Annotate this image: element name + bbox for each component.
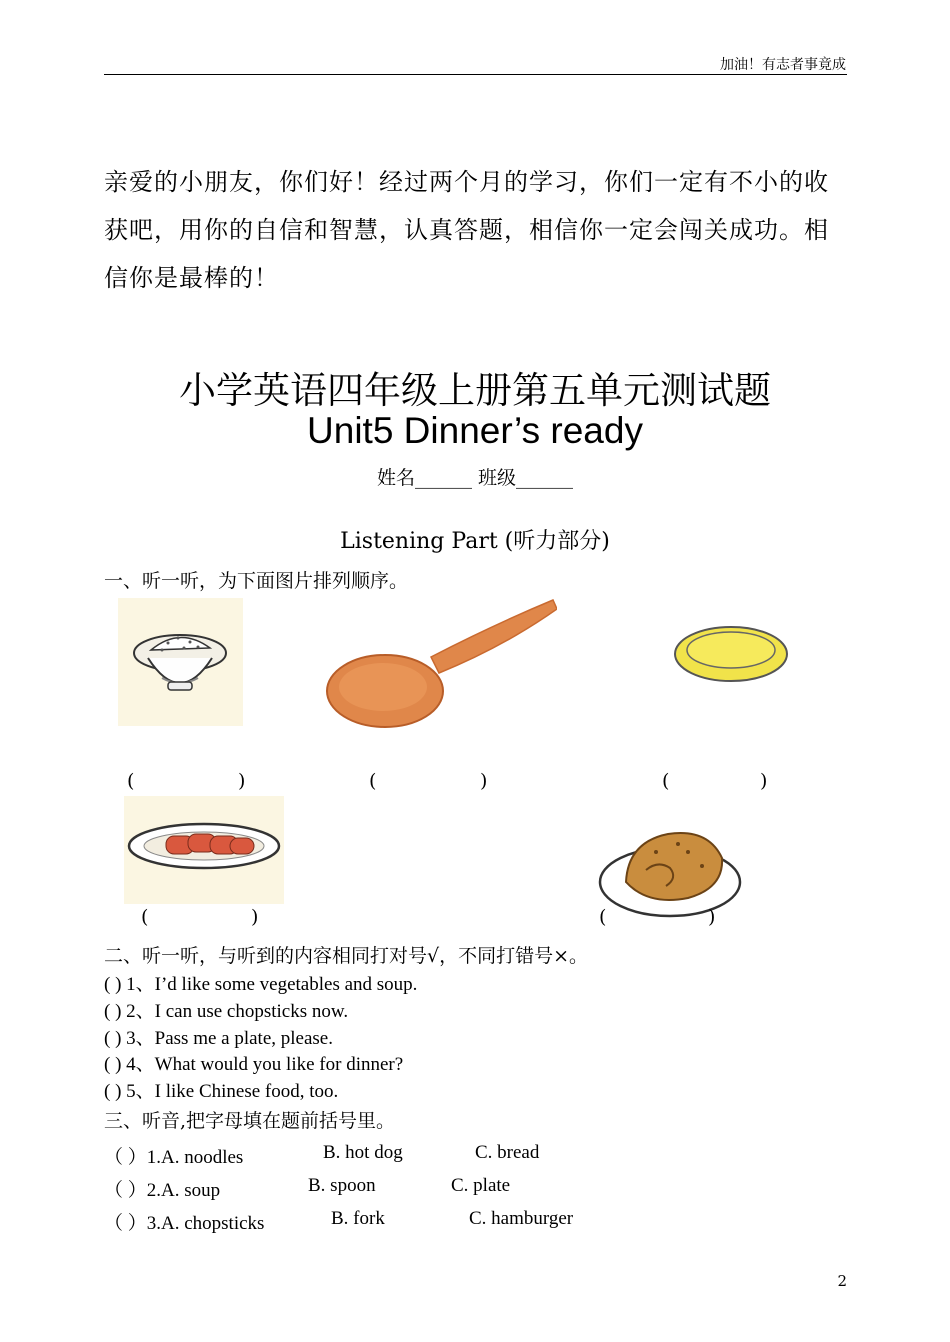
page-title: 小学英语四年级上册第五单元测试题 bbox=[179, 369, 771, 412]
answer-paren-close: ) bbox=[760, 770, 768, 792]
intro-paragraph: 亲爱的小朋友，你们好！经过两个月的学习，你们一定有不小的收获吧，用你的自信和智慧，认真答题，相信你一定会闯关成功。相信你是最棒的！ bbox=[104, 168, 829, 292]
page-number: 2 bbox=[837, 1272, 847, 1290]
answer-paren-close: ) bbox=[238, 770, 246, 792]
listening-part-heading: Listening Part (听力部分) bbox=[340, 529, 610, 554]
choice-option-c: C. bread bbox=[475, 1142, 540, 1163]
answer-paren-open: ( bbox=[662, 770, 670, 792]
choice-option-b: B. spoon bbox=[308, 1175, 376, 1196]
plate-image bbox=[672, 624, 790, 684]
answer-paren-close: ) bbox=[708, 906, 716, 928]
sausages-image bbox=[124, 796, 284, 904]
section1-heading: 一、听一听，为下面图片排列顺序。 bbox=[104, 570, 409, 592]
page-subtitle: Unit5 Dinner’s ready bbox=[307, 410, 643, 451]
section2-heading: 二、听一听，与听到的内容相同打对号√，不同打错号×。 bbox=[104, 945, 589, 967]
chicken-image bbox=[598, 822, 743, 922]
answer-paren-close: ) bbox=[251, 906, 259, 928]
list-item: ( ) 3、Pass me a plate, please. bbox=[104, 1028, 333, 1049]
answer-paren-open: ( bbox=[127, 770, 135, 792]
list-item: ( ) 5、I like Chinese food, too. bbox=[104, 1081, 339, 1102]
spoon-image bbox=[323, 595, 557, 731]
list-item: ( ) 1、I’d like some vegetables and soup. bbox=[104, 974, 418, 995]
rice-bowl-image bbox=[118, 598, 243, 726]
header-motto: 加油！有志者事竟成 bbox=[720, 57, 846, 73]
choice-option-c: C. plate bbox=[451, 1175, 511, 1196]
header-rule bbox=[104, 74, 847, 75]
list-item: ( ) 2、I can use chopsticks now. bbox=[104, 1001, 349, 1022]
choice-question: （ ）1.A. noodles bbox=[104, 1147, 244, 1168]
section3-heading: 三、听音,把字母填在题前括号里。 bbox=[104, 1110, 396, 1132]
answer-paren-open: ( bbox=[369, 770, 377, 792]
answer-paren-close: ) bbox=[480, 770, 488, 792]
name-class-line: 姓名______ 班级______ bbox=[376, 467, 574, 489]
answer-paren-open: ( bbox=[141, 906, 149, 928]
choice-option-b: B. fork bbox=[331, 1208, 385, 1229]
choice-question: （ ）2.A. soup bbox=[104, 1180, 221, 1201]
choice-question: （ ）3.A. chopsticks bbox=[104, 1213, 265, 1234]
list-item: ( ) 4、What would you like for dinner? bbox=[104, 1054, 404, 1075]
answer-paren-open: ( bbox=[599, 906, 607, 928]
choice-option-c: C. hamburger bbox=[469, 1208, 574, 1229]
choice-option-b: B. hot dog bbox=[323, 1142, 403, 1163]
